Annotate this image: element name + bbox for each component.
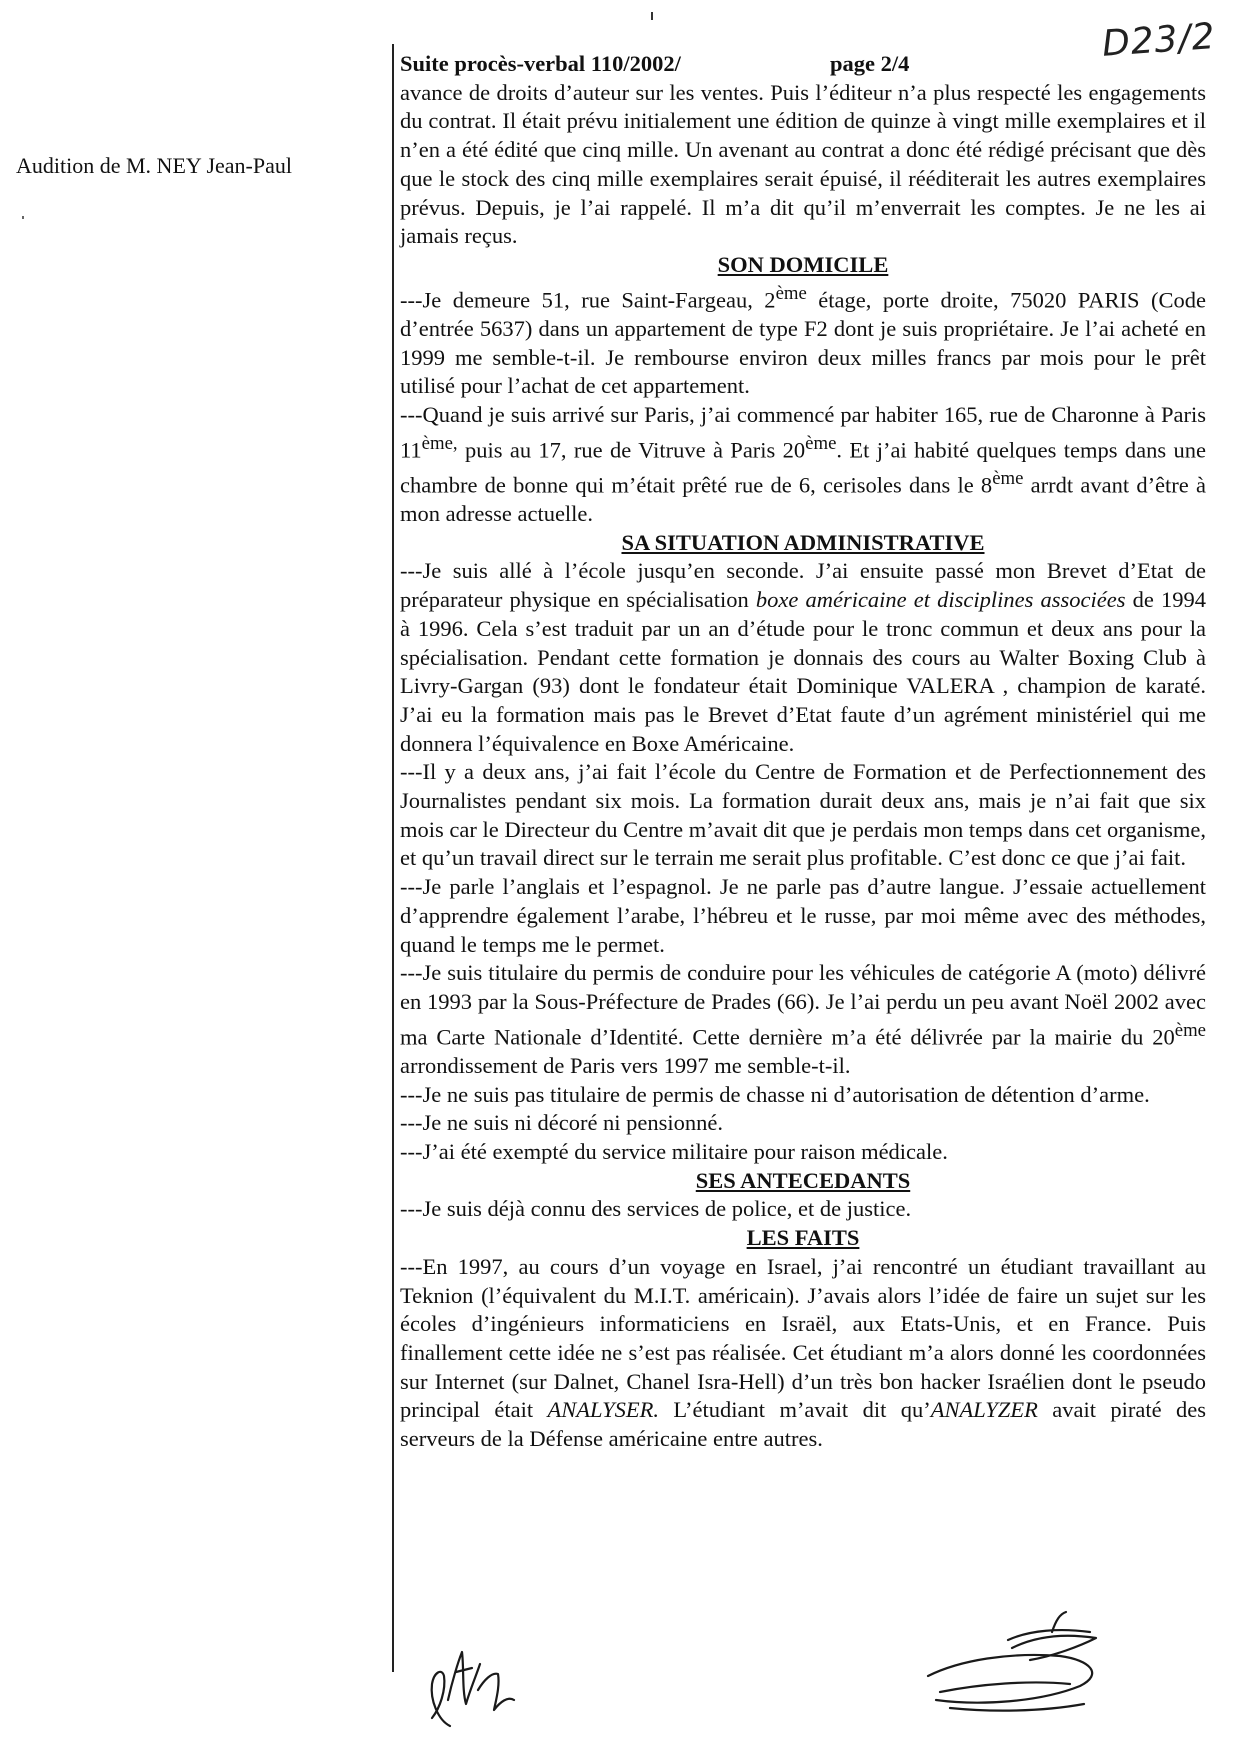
heading-antecedants: SES ANTECEDANTS [695,1167,911,1193]
text: arrdt avant d’être à mon adresse actuelle. [400,472,1206,527]
italic-text: ANALYSER. [547,1397,659,1423]
superscript: ème, [421,432,458,454]
text: avait piraté des serveurs de la Défense américaine entre autres. [400,1397,1206,1452]
paragraph-faits [400,1253,1206,1454]
text: ---Je suis titulaire du permis de conduire pour les véhicules de catégorie A (moto) délivré en 1993 par la Sous-Préfecture de Prades (66). Je l’ai perdu un peu avant Noël 2002 avec ma Carte Nationale d’Identité. Cette dernière m’a été délivrée par la mairie du 20 [400,960,1206,1050]
superscript: ème [992,467,1024,489]
margin-rule [392,44,394,1672]
proces-verbal-reference: Suite procès-verbal 110/2002/ [400,51,681,76]
superscript: ème [775,282,807,304]
margin-speck [22,216,24,219]
text: ---En 1997, au cours d’un voyage en Israel, j’ai rencontré un étudiant travaillant au Teknion (l’équivalent du M.I.T. américain). J’avais alors l’idée de faire un sujet sur les écoles d’ingénieurs informaticiens en Israël, aux Etats-Unis, et en France. Puis finallement cette idée ne s’est pas réalisée. Cet étudiant m’a alors donné les coordonnées sur Internet (sur Dalnet, Chanel Isra-Hell) d’un très bon hacker Israélien dont le pseudo principal était [400,1253,1206,1423]
paragraph-decorations: ---Je ne suis ni décoré ni pensionné. [400,1110,724,1136]
page-header [400,50,1206,79]
text: ---Je demeure 51, rue Saint-Fargeau, 2 [400,287,776,313]
margin-note: Audition de M. NEY Jean-Paul [16,153,292,178]
text: puis au 17, rue de Vitruve à Paris 20 [457,437,806,463]
paragraph-domicile-historique [400,401,1206,529]
signature-left [432,1652,514,1726]
text: ---Je suis allé à l’école jusqu’en seconde. J’ai ensuite passé mon Brevet d’Etat de préparateur physique en spécialisation [400,558,1206,613]
page-number: page 2/4 [830,51,910,76]
superscript: ème [805,432,837,454]
stray-pen-mark [651,12,653,20]
paragraph-service-militaire: ---J’ai été exempté du service militaire pour raison médicale. [400,1139,948,1165]
paragraph-langues: ---Je parle l’anglais et l’espagnol. Je ne parle pas d’autre langue. J’essaie actuellement d’apprendre également l’arabe, l’hébreu et le russe, par moi même avec des méthodes, quand le temps me le permet. [400,874,1206,957]
paragraph-permis-chasse: ---Je ne suis pas titulaire de permis de chasse ni d’autorisation de détention d’arme. [400,1081,1150,1107]
italic-text: ANALYZER [930,1397,1038,1423]
document-body [400,50,1206,1454]
paragraph-permis-conduire [400,959,1206,1080]
paragraph-etudes [400,557,1206,758]
text: de 1994 à 1996. Cela s’est traduit par un an d’étude pour le tronc commun et deux ans pour la spécialisation. Pendant cette formation je donnais des cours au Walter Boxing Club à Livry-Gargan (93) dont le fondateur était Dominique VALERA , champion de karaté. J’ai eu la formation mais pas le Brevet d’Etat faute d’un agrément ministériel qui me donnera l’équivalence en Boxe Américaine. [400,587,1206,756]
heading-domicile: SON DOMICILE [717,251,889,277]
text: . Et j’ai habité quelques temps dans une chambre de bonne qui m’était prêté rue de 6, cerisoles dans le 8 [400,437,1206,498]
heading-faits: LES FAITS [746,1225,860,1251]
paragraph-antecedants: ---Je suis déjà connu des services de police, et de justice. [400,1196,912,1222]
text: arrondissement de Paris vers 1997 me semble-t-il. [400,1052,851,1078]
superscript: ème [1174,1019,1206,1041]
paragraph-journalisme: ---Il y a deux ans, j’ai fait l’école du Centre de Formation et de Perfectionnement des Journalistes pendant six mois. La formation durait deux ans, mais je n’ai fait que six mois car le Directeur du Centre m’avait dit que je perdais mon temps dans cet organisme, et qu’un travail direct sur le terrain me serait plus profitable. C’est donc ce que j’ai fait. [400,759,1206,871]
text: L’étudiant m’avait dit qu’ [658,1397,931,1423]
paragraph-domicile-adresse [400,280,1206,401]
text: ---Quand je suis arrivé sur Paris, j’ai commencé par habiter 165, rue de Charonne à Paris 11 [400,401,1206,463]
signature-right [928,1612,1096,1711]
italic-text: boxe américaine et disciplines associées [755,587,1126,613]
paragraph-droits-auteur: avance de droits d’auteur sur les ventes. Puis l’éditeur n’a plus respecté les engagements du contrat. Il était prévu initialement une édition de quinze à vingt mille exemplaires et il n’en a été édité que cinq mille. Un avenant au contrat a donc été rédigé précisant que dès que le stock des cinq mille exemplaires serait épuisé, il rééditerait les autres exemplaires prévus. Depuis, je l’ai rappelé. Il m’a dit qu’il m’enverrait les comptes. Je ne les ai jamais reçus. [400,79,1206,249]
text: étage, porte droite, 75020 PARIS (Code d’entrée 5637) dans un appartement de type F2 dont je suis propriétaire. Je l’ai acheté en 1999 me semble-t-il. Je rembourse environ deux milles francs par mois pour le prêt utilisé pour l’achat de cet appartement. [400,287,1206,399]
document-reference-number: D23/2 [1100,16,1217,65]
heading-situation-administrative: SA SITUATION ADMINISTRATIVE [621,529,985,555]
